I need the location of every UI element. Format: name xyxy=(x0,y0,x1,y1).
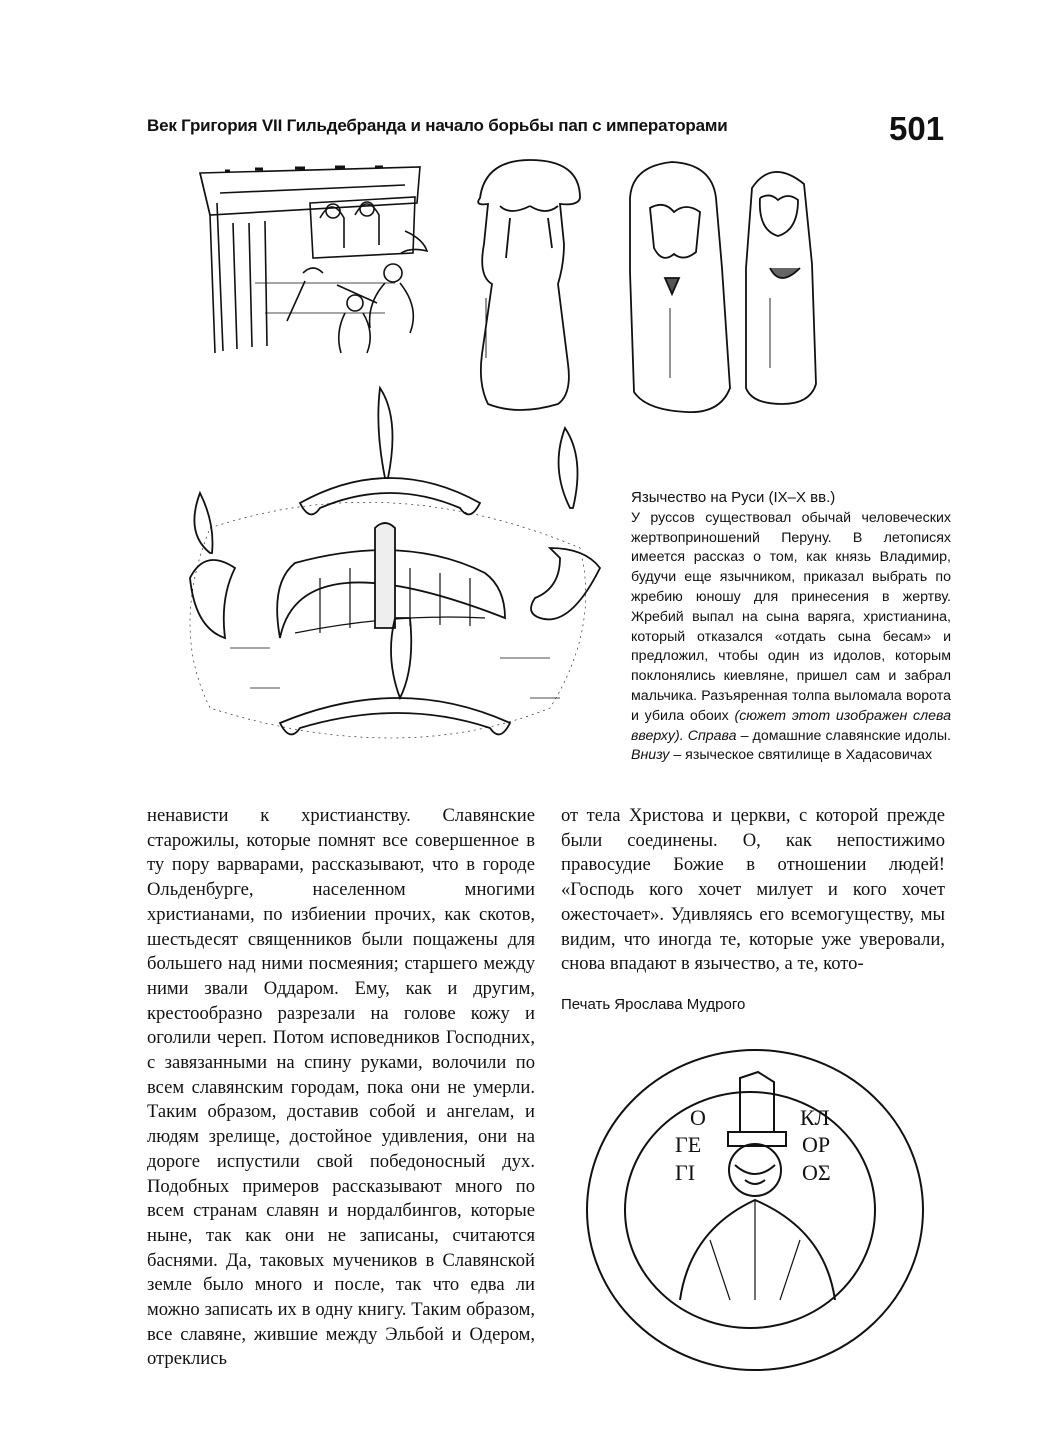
seal-letters-2: КЛ xyxy=(800,1105,830,1130)
caption-text-2: – домашние славянские идолы. xyxy=(736,727,951,744)
caption-italic-1: (сюжет этот изображен слева вверху). Справа xyxy=(631,707,951,744)
main-text-right-column: от тела Христова и церкви, с которой прежде были соединены. О, как непостижимо правосудие Божие в отношении людей! «Господь кого хочет милует и кого хочет ожесточает». Удивляясь его всемогуществу, мы видим, что иногда те, которые уже уверовали, снова впадают в язычество, а те, кото- xyxy=(561,805,945,975)
illustration-caption xyxy=(631,488,951,766)
running-title: Век Григория VII Гильдебранда и начало борьбы пап с императорами xyxy=(147,116,728,135)
seal-letters-1: О xyxy=(690,1105,706,1130)
seal-letters-4: ΟΡ xyxy=(802,1132,831,1157)
illustration-scene xyxy=(195,163,430,358)
caption-title: Язычество на Руси (IX–X вв.) xyxy=(631,489,836,506)
seal-letters-3: ГЕ xyxy=(675,1132,702,1157)
seal-letters-5: ΓΙ xyxy=(675,1160,696,1185)
caption-italic-2: Внизу xyxy=(631,747,670,764)
seal-letters-6: ΟΣ xyxy=(802,1160,831,1185)
seal-caption: Печать Ярослава Мудрого xyxy=(561,996,746,1013)
illustration-seal xyxy=(580,1040,930,1380)
main-text-left-column: ненависти к христианству. Славянские старожилы, которые помнят все совершенное в ту пору варварами, рассказывают, что в городе Ольденбурге, населенном многими христианами, по избиении прочих, как скотов, шестьдесят священников были пощажены для большего над ними посмеяния; старшего между ними звали Оддаром. Ему, как и другим, крестообразно разрезали на голове кожу и оголили череп. Потом исповедников Господних, с завязанными на спину руками, волочили по всем славянским городам, пока они не умерли. Таким образом, доставив собой и ангелам, и людям зрелище, достойное удивления, они на дороге испустили свой победоносный дух. Подобных примеров рассказывают много по всем странам славян и нордалбингов, которые ныне, так как они не записаны, считаются баснями. Да, таковых мучеников в Славянской земле было много и после, так что едва ли можно записать их в одну книгу. Таким образом, все славяне, жившие между Эльбой и Одером, отреклись xyxy=(147,805,535,1370)
caption-text-3: – языческое святилище в Хадасовичах xyxy=(669,747,933,764)
caption-body xyxy=(631,509,951,766)
caption-text-1: У руссов существовал обычай человеческих жертвоприношений Перуну. В летописях имеется рассказ о том, как князь Владимир, будучи еще язычником, приказал выбрать по жребию юношу для принесения в жертву. Жребий выпал на сына варяга, христианина, который отказался «отдать сына бесам» и предложил, чтобы один из идолов, которым поклонялись киевляне, пришел сам и забрал мальчика. Разъяренная толпа выломала ворота и убила обоих xyxy=(631,509,951,724)
illustration-sanctuary xyxy=(170,378,610,750)
page-number: 501 xyxy=(889,110,945,147)
